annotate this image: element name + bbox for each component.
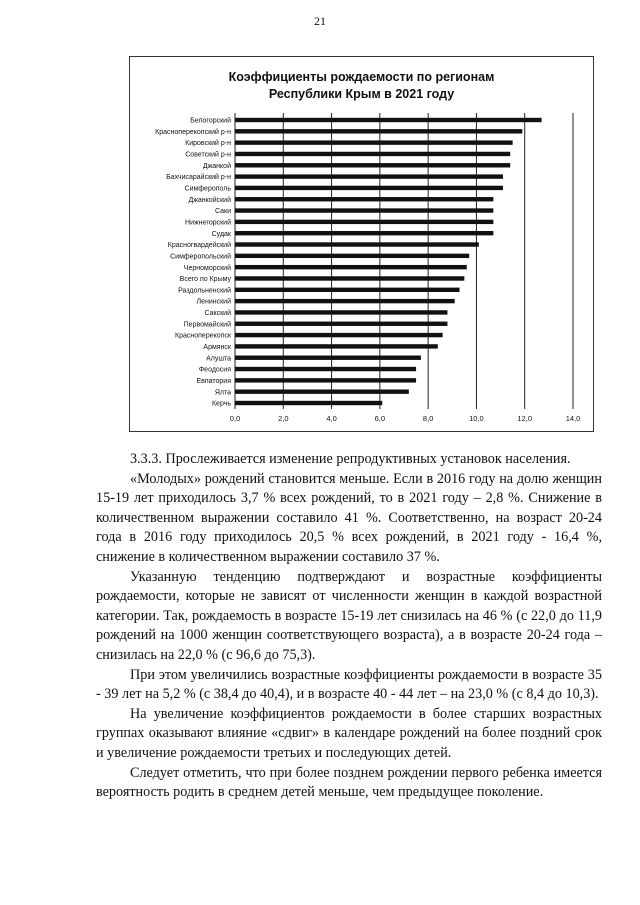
x-tick-label: 4,0 xyxy=(326,414,337,423)
x-tick-label: 0,0 xyxy=(229,414,241,423)
category-label: Ленинский xyxy=(196,298,231,306)
bar xyxy=(235,344,438,348)
category-label: Бахчисарайский р-н xyxy=(166,174,231,182)
bar xyxy=(235,401,382,405)
x-tick-label: 14,0 xyxy=(565,414,581,423)
bar xyxy=(235,265,467,269)
category-label: Красноперекопский р-н xyxy=(155,128,231,136)
x-tick-label: 10,0 xyxy=(469,414,484,423)
bar xyxy=(235,220,493,224)
bar xyxy=(235,163,510,167)
paragraph-5: Следует отметить, что при более позднем рождении первого ребенка имеется вероятность родить в среднем детей меньше, чем предыдущее поколение. xyxy=(96,764,602,801)
bar xyxy=(235,389,409,393)
bar xyxy=(235,140,513,144)
bar xyxy=(235,118,542,122)
category-label: Черноморский xyxy=(183,264,231,272)
bar xyxy=(235,174,503,178)
bar xyxy=(235,288,460,292)
paragraph-4: На увеличение коэффициентов рождаемости в более старших возрастных группах оказывают влияние «сдвиг» в календаре рождений на более поздний срок и увеличение рождаемости третьих и последующих детей. xyxy=(96,705,602,761)
page-number: 21 xyxy=(314,14,326,28)
bar xyxy=(235,322,447,326)
category-label: Саки xyxy=(215,208,231,216)
bar xyxy=(235,356,421,360)
category-label: Армянск xyxy=(203,344,231,351)
category-label: Судак xyxy=(211,230,231,238)
bar xyxy=(235,129,522,133)
bar xyxy=(235,276,464,280)
category-label: Ялта xyxy=(214,389,231,397)
chart-title-line-2: Республики Крым в 2021 году xyxy=(268,87,455,101)
bar xyxy=(235,208,493,212)
category-label: Красногвардейский xyxy=(167,242,231,250)
category-label: Симферополь xyxy=(184,185,231,193)
section-heading: 3.3.3. Прослеживается изменение репродуктивных установок населения. xyxy=(130,451,571,467)
bar xyxy=(235,333,443,337)
x-tick-label: 2,0 xyxy=(278,414,289,423)
bar xyxy=(235,378,416,382)
bar xyxy=(235,197,493,201)
category-label: Нижнегорский xyxy=(185,219,231,227)
category-label: Евпатория xyxy=(196,377,231,385)
bar xyxy=(235,186,503,190)
category-label: Всего по Крыму xyxy=(179,276,231,284)
paragraph-1: «Молодых» рождений становится меньше. Если в 2016 году на долю женщин 15-19 лет приходилось 3,7 % всех рождений, то в 2021 году – 2,8 %. Снижение в количественном выражении составило 41 %. Соответственно, на возраст 20-24 года в 2016 году приходилось 20,5 % всех рождений, в 2021 году - 16,4 %, снижение в количественном выражении составило 37 %. xyxy=(96,470,602,565)
category-label: Джанкой xyxy=(202,162,231,170)
x-tick-label: 8,0 xyxy=(422,414,434,423)
bar xyxy=(235,367,416,371)
chart-frame xyxy=(129,56,594,432)
bar xyxy=(235,242,479,246)
bar-chart xyxy=(130,57,595,433)
x-tick-label: 12,0 xyxy=(517,414,533,423)
paragraph-3: При этом увеличились возрастные коэффициенты рождаемости в возрасте 35 - 39 лет на 5,2 % (с 38,4 до 40,4), и в возрасте 40 - 44 лет – на 23,0 % (с 8,4 до 10,3). xyxy=(96,666,602,703)
category-label: Феодосия xyxy=(198,366,231,374)
category-label: Симферопольский xyxy=(170,253,231,261)
category-label: Раздольненский xyxy=(178,287,231,295)
category-label: Красноперекопск xyxy=(175,332,231,340)
bar xyxy=(235,231,493,235)
body-text xyxy=(96,450,602,803)
x-tick-label: 6,0 xyxy=(374,414,386,423)
category-label: Первомайский xyxy=(183,321,231,329)
category-label: Советский р-н xyxy=(185,151,231,159)
bar xyxy=(235,254,469,258)
category-label: Джанкойский xyxy=(188,196,231,204)
bar xyxy=(235,299,455,303)
category-label: Белогорский xyxy=(190,117,231,125)
category-label: Кировский р-н xyxy=(185,140,231,148)
chart-title-line-1: Коэффициенты рождаемости по регионам xyxy=(228,70,495,84)
paragraph-2: Указанную тенденцию подтверждают и возрастные коэффициенты рождаемости, которые не зависят от численности женщин в каждой возрастной категории. Так, рождаемость в возрасте 15-19 лет снизилась на 46 % (с 22,0 до 11,9 рождений на 1000 женщин соответствующего возраста), а в возрасте 20-24 года – снизилась на 22,0 % (с 96,6 до 75,3). xyxy=(96,568,602,663)
category-label: Керчь xyxy=(211,400,231,408)
category-label: Алушта xyxy=(206,355,231,363)
bar xyxy=(235,152,510,156)
category-label: Сакский xyxy=(204,310,231,318)
bar xyxy=(235,310,447,314)
